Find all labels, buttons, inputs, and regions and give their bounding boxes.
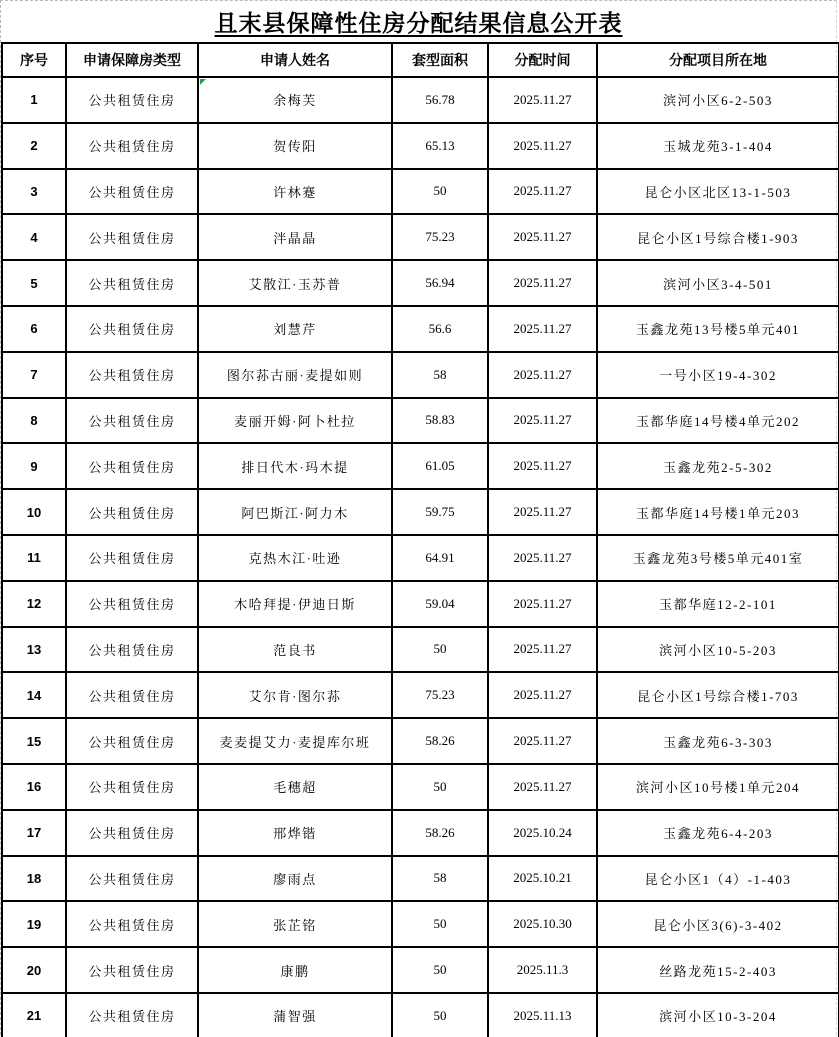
cell-no: 13 xyxy=(2,627,66,673)
header-project-location: 分配项目所在地 xyxy=(597,43,839,77)
header-row xyxy=(2,43,839,77)
cell-area: 58 xyxy=(392,352,488,398)
table-row xyxy=(2,901,839,947)
cell-name: 麦丽开姆·阿卜杜拉 xyxy=(198,398,392,444)
table-row xyxy=(2,169,839,215)
allocation-table xyxy=(1,42,839,1037)
cell-date: 2025.11.27 xyxy=(488,718,597,764)
cell-area: 65.13 xyxy=(392,123,488,169)
cell-no: 15 xyxy=(2,718,66,764)
cell-area: 59.75 xyxy=(392,489,488,535)
cell-no: 12 xyxy=(2,581,66,627)
cell-date: 2025.11.27 xyxy=(488,214,597,260)
cell-type: 公共租赁住房 xyxy=(66,214,198,260)
cell-date: 2025.11.27 xyxy=(488,398,597,444)
cell-type: 公共租赁住房 xyxy=(66,672,198,718)
cell-type: 公共租赁住房 xyxy=(66,260,198,306)
cell-area: 50 xyxy=(392,993,488,1037)
cell-type: 公共租赁住房 xyxy=(66,901,198,947)
cell-area: 58.26 xyxy=(392,718,488,764)
cell-location: 玉鑫龙苑6-3-303 xyxy=(597,718,839,764)
table-row xyxy=(2,489,839,535)
cell-no: 5 xyxy=(2,260,66,306)
cell-date: 2025.11.27 xyxy=(488,535,597,581)
cell-name: 蒲智强 xyxy=(198,993,392,1037)
cell-name: 排日代木·玛木提 xyxy=(198,443,392,489)
cell-location: 昆仑小区1号综合楼1-703 xyxy=(597,672,839,718)
table-row xyxy=(2,993,839,1037)
cell-location: 滨河小区10-5-203 xyxy=(597,627,839,673)
header-serial-number: 序号 xyxy=(2,43,66,77)
cell-type: 公共租赁住房 xyxy=(66,856,198,902)
table-row xyxy=(2,627,839,673)
table-row xyxy=(2,214,839,260)
cell-type: 公共租赁住房 xyxy=(66,764,198,810)
table-row xyxy=(2,810,839,856)
table-header xyxy=(2,43,839,77)
cell-area: 50 xyxy=(392,764,488,810)
cell-name: 邢烨锴 xyxy=(198,810,392,856)
cell-area: 64.91 xyxy=(392,535,488,581)
text-format-marker-icon xyxy=(200,79,206,85)
cell-date: 2025.11.3 xyxy=(488,947,597,993)
cell-area: 59.04 xyxy=(392,581,488,627)
table-row xyxy=(2,581,839,627)
cell-area: 56.94 xyxy=(392,260,488,306)
cell-date: 2025.11.27 xyxy=(488,581,597,627)
cell-date: 2025.11.27 xyxy=(488,672,597,718)
cell-type: 公共租赁住房 xyxy=(66,718,198,764)
table-row xyxy=(2,398,839,444)
cell-area: 58.26 xyxy=(392,810,488,856)
cell-no: 20 xyxy=(2,947,66,993)
table-row xyxy=(2,443,839,489)
cell-name: 图尔荪古丽·麦提如则 xyxy=(198,352,392,398)
cell-no: 14 xyxy=(2,672,66,718)
cell-date: 2025.11.27 xyxy=(488,77,597,123)
cell-location: 一号小区19-4-302 xyxy=(597,352,839,398)
table-row xyxy=(2,718,839,764)
cell-no: 11 xyxy=(2,535,66,581)
cell-area: 75.23 xyxy=(392,214,488,260)
cell-date: 2025.11.13 xyxy=(488,993,597,1037)
cell-name: 木哈拜提·伊迪日斯 xyxy=(198,581,392,627)
cell-area: 58 xyxy=(392,856,488,902)
cell-type: 公共租赁住房 xyxy=(66,123,198,169)
cell-no: 9 xyxy=(2,443,66,489)
cell-area: 50 xyxy=(392,901,488,947)
cell-date: 2025.11.27 xyxy=(488,306,597,352)
cell-area: 56.6 xyxy=(392,306,488,352)
cell-area: 50 xyxy=(392,169,488,215)
cell-type: 公共租赁住房 xyxy=(66,169,198,215)
table-row xyxy=(2,352,839,398)
cell-name: 张芷铭 xyxy=(198,901,392,947)
header-unit-area: 套型面积 xyxy=(392,43,488,77)
cell-no: 6 xyxy=(2,306,66,352)
header-applicant-name: 申请人姓名 xyxy=(198,43,392,77)
cell-no: 8 xyxy=(2,398,66,444)
cell-name: 余梅芙 xyxy=(198,77,392,123)
cell-date: 2025.11.27 xyxy=(488,764,597,810)
cell-type: 公共租赁住房 xyxy=(66,398,198,444)
cell-area: 61.05 xyxy=(392,443,488,489)
cell-date: 2025.11.27 xyxy=(488,489,597,535)
cell-location: 昆仑小区北区13-1-503 xyxy=(597,169,839,215)
cell-name: 毛穗超 xyxy=(198,764,392,810)
cell-name: 阿巴斯江·阿力木 xyxy=(198,489,392,535)
cell-area: 50 xyxy=(392,947,488,993)
cell-no: 7 xyxy=(2,352,66,398)
cell-name: 泮晶晶 xyxy=(198,214,392,260)
cell-area: 75.23 xyxy=(392,672,488,718)
cell-location: 昆仑小区1（4）-1-403 xyxy=(597,856,839,902)
table-body xyxy=(2,77,839,1037)
cell-name: 麦麦提艾力·麦提库尔班 xyxy=(198,718,392,764)
cell-name: 范良书 xyxy=(198,627,392,673)
cell-location: 玉鑫龙苑13号楼5单元401 xyxy=(597,306,839,352)
cell-location: 玉城龙苑3-1-404 xyxy=(597,123,839,169)
cell-no: 10 xyxy=(2,489,66,535)
cell-name: 贺传阳 xyxy=(198,123,392,169)
cell-no: 2 xyxy=(2,123,66,169)
cell-type: 公共租赁住房 xyxy=(66,352,198,398)
cell-area: 50 xyxy=(392,627,488,673)
cell-type: 公共租赁住房 xyxy=(66,489,198,535)
cell-date: 2025.11.27 xyxy=(488,352,597,398)
cell-name: 廖雨点 xyxy=(198,856,392,902)
cell-location: 玉鑫龙苑2-5-302 xyxy=(597,443,839,489)
cell-location: 丝路龙苑15-2-403 xyxy=(597,947,839,993)
cell-no: 16 xyxy=(2,764,66,810)
cell-date: 2025.11.27 xyxy=(488,260,597,306)
cell-location: 玉都华庭14号楼1单元203 xyxy=(597,489,839,535)
cell-no: 19 xyxy=(2,901,66,947)
header-allocation-date: 分配时间 xyxy=(488,43,597,77)
cell-name: 艾尔肯·图尔荪 xyxy=(198,672,392,718)
cell-area: 58.83 xyxy=(392,398,488,444)
cell-location: 滨河小区10-3-204 xyxy=(597,993,839,1037)
cell-no: 18 xyxy=(2,856,66,902)
cell-type: 公共租赁住房 xyxy=(66,947,198,993)
table-row xyxy=(2,856,839,902)
cell-name: 刘慧芹 xyxy=(198,306,392,352)
cell-no: 3 xyxy=(2,169,66,215)
table-row xyxy=(2,123,839,169)
cell-name: 艾散江·玉苏普 xyxy=(198,260,392,306)
cell-type: 公共租赁住房 xyxy=(66,581,198,627)
title-bar xyxy=(1,1,836,42)
cell-no: 4 xyxy=(2,214,66,260)
cell-location: 玉鑫龙苑3号楼5单元401室 xyxy=(597,535,839,581)
table-row xyxy=(2,672,839,718)
table-row xyxy=(2,77,839,123)
cell-type: 公共租赁住房 xyxy=(66,306,198,352)
cell-location: 昆仑小区1号综合楼1-903 xyxy=(597,214,839,260)
table-row xyxy=(2,306,839,352)
cell-location: 玉都华庭12-2-101 xyxy=(597,581,839,627)
cell-type: 公共租赁住房 xyxy=(66,443,198,489)
table-row xyxy=(2,764,839,810)
cell-type: 公共租赁住房 xyxy=(66,810,198,856)
cell-name: 康鹏 xyxy=(198,947,392,993)
cell-no: 17 xyxy=(2,810,66,856)
cell-location: 玉鑫龙苑6-4-203 xyxy=(597,810,839,856)
cell-no: 21 xyxy=(2,993,66,1037)
table-row xyxy=(2,260,839,306)
cell-date: 2025.10.30 xyxy=(488,901,597,947)
page-title: 且末县保障性住房分配结果信息公开表 xyxy=(214,10,623,36)
header-housing-type: 申请保障房类型 xyxy=(66,43,198,77)
cell-location: 昆仑小区3(6)-3-402 xyxy=(597,901,839,947)
cell-date: 2025.10.21 xyxy=(488,856,597,902)
cell-location: 滨河小区3-4-501 xyxy=(597,260,839,306)
cell-type: 公共租赁住房 xyxy=(66,535,198,581)
cell-no: 1 xyxy=(2,77,66,123)
cell-name: 克热木江·吐逊 xyxy=(198,535,392,581)
cell-date: 2025.11.27 xyxy=(488,169,597,215)
cell-date: 2025.11.27 xyxy=(488,123,597,169)
cell-location: 玉都华庭14号楼4单元202 xyxy=(597,398,839,444)
cell-type: 公共租赁住房 xyxy=(66,77,198,123)
cell-date: 2025.11.27 xyxy=(488,627,597,673)
cell-type: 公共租赁住房 xyxy=(66,993,198,1037)
table-row xyxy=(2,535,839,581)
cell-name: 许林蹇 xyxy=(198,169,392,215)
cell-date: 2025.11.27 xyxy=(488,443,597,489)
cell-type: 公共租赁住房 xyxy=(66,627,198,673)
cell-date: 2025.10.24 xyxy=(488,810,597,856)
table-row xyxy=(2,947,839,993)
cell-area: 56.78 xyxy=(392,77,488,123)
cell-location: 滨河小区6-2-503 xyxy=(597,77,839,123)
cell-location: 滨河小区10号楼1单元204 xyxy=(597,764,839,810)
